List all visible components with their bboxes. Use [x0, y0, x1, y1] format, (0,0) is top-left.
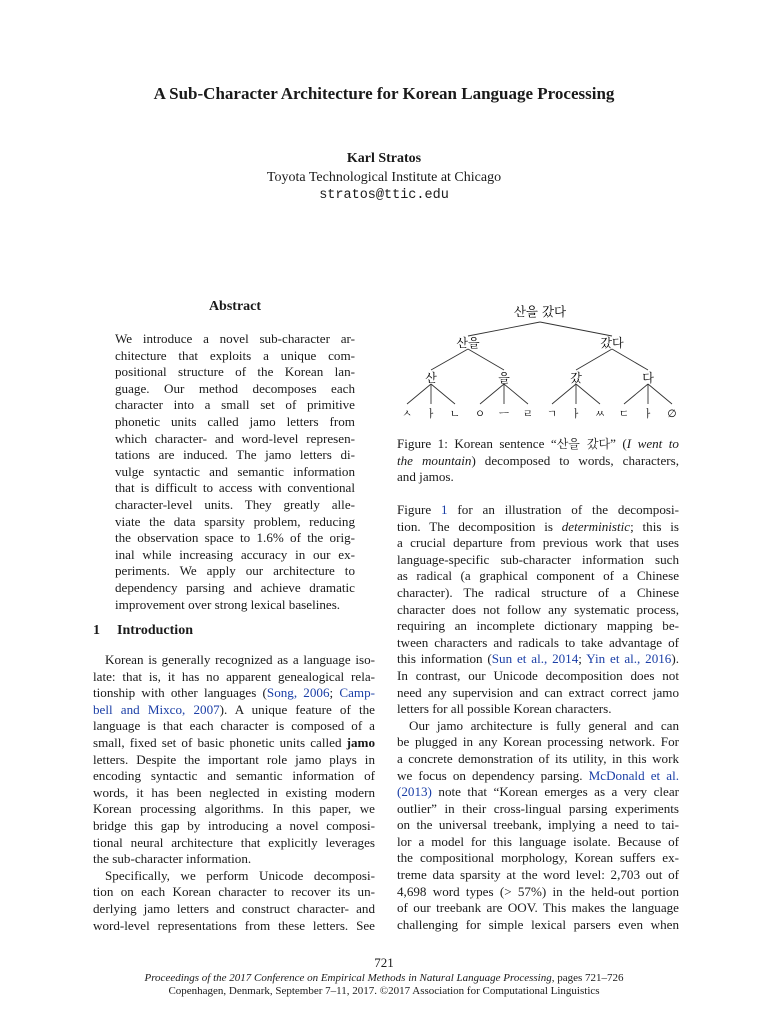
tree-jamo-leaf: ㅆ [594, 408, 606, 420]
text-line: tween characters and radicals to take advantage of [397, 634, 679, 650]
text-line: be plugged in any Korean processing network. For [397, 734, 679, 750]
abstract-line: the observation space to 1.6% of the orig- [115, 530, 355, 546]
text-line: tion. The decomposition is deterministic; this is [397, 518, 679, 534]
text-line: derlying jamo letters and construct character- and [93, 900, 375, 916]
citation-link[interactable]: Camp- [339, 685, 375, 701]
right-column-text [397, 502, 679, 933]
citation-link[interactable]: Sun et al., 2014 [491, 651, 579, 667]
text-line: the mountain) decomposed to words, characters, [397, 452, 679, 468]
abstract-line: character-level units. They greatly alle- [115, 496, 355, 512]
text-line: need any supervision and can extract correct jamo [397, 684, 679, 700]
text-line: and jamos. [397, 469, 454, 485]
abstract-line: character into a small set of primitive [115, 397, 355, 413]
text-line: Figure 1 for an illustration of the decomposi- [397, 502, 679, 517]
figure-decomposition-tree [397, 296, 687, 424]
text-line: of our treebank are OOV. This makes the language [397, 900, 679, 916]
section-number: 1 [93, 623, 100, 638]
tree-word-node: 산을 [456, 336, 480, 350]
abstract-line: periments. We apply our architecture to [115, 563, 355, 579]
text-line: In contrast, our Unicode decomposition does not [397, 667, 679, 683]
text-line: language-specific sub-character information such [397, 551, 679, 567]
section-heading-introduction [93, 623, 193, 639]
abstract-line: that is difficult to access with conventional [115, 480, 355, 496]
text-line: tionship with other languages (Song, 2006; Camp- [93, 685, 375, 701]
text-line: tion on each Korean character to recover its un- [93, 884, 375, 900]
abstract-line: guage. Our method decomposes each [115, 380, 355, 396]
footer-copyright: Copenhagen, Denmark, September 7–11, 2017. ©2017 Association for Computational Linguistics [168, 985, 600, 997]
page-number: 721 [374, 955, 394, 970]
tree-root-label: 산을 갔다 [513, 304, 567, 319]
text-line: 4,698 word types (> 57%) in the held-out portion [397, 883, 679, 899]
citation-link[interactable]: bell and Mixco, 2007 [93, 701, 220, 717]
tree-edges [407, 322, 672, 404]
section-title: Introduction [117, 623, 193, 638]
tree-jamo-leaf: ㅇ [474, 408, 486, 420]
figure-ref-link[interactable]: 1 [441, 502, 448, 517]
text-line: bell and Mixco, 2007). A unique feature of the [93, 701, 375, 717]
text-line: lor a model for this language isolate. Because of [397, 833, 679, 849]
text-line: Our jamo architecture is fully general and can [409, 717, 679, 733]
abstract-line: vulge syntactic and semantic information [115, 463, 355, 479]
text-line: language is that each character is composed of a [93, 718, 375, 734]
paper-title: A Sub-Character Architecture for Korean Language Processing [153, 84, 615, 103]
text-line: Korean processing algorithms. In this paper, we [93, 801, 375, 817]
tree-char-node: 갔 [570, 371, 582, 385]
tree-char-node: 다 [642, 371, 654, 385]
text-line: challenging for simple lexical parsers even when [397, 916, 679, 932]
text-line: character does not follow any systematic process, [397, 601, 679, 617]
author-name: Karl Stratos [346, 151, 422, 166]
tree-jamo-leaf: ㅅ [401, 408, 413, 420]
tree-jamo-leaf: ㅏ [642, 408, 654, 420]
citation-link[interactable]: (2013) [397, 784, 432, 800]
text-line: a concrete demonstration of its utility, in this work [397, 750, 679, 766]
text-line: requiring an incomplete dictionary mapping be- [397, 618, 679, 634]
text-line: the sub-character information. [93, 851, 252, 867]
text-line: tional neural architecture that explicitly leverages [93, 834, 375, 850]
bold-term: jamo [346, 734, 375, 750]
abstract-body [115, 331, 355, 613]
citation-link[interactable]: McDonald et al. [588, 767, 679, 783]
text-line: small, fixed set of basic phonetic units called jamo [93, 734, 375, 750]
tree-jamo-leaf: ㄷ [618, 408, 630, 420]
tree-char-node: 산 [425, 371, 437, 385]
tree-jamo-leaf: ㅏ [425, 408, 437, 420]
abstract-line: phonetic units called jamo letters from [115, 413, 355, 429]
text-line: encoding syntactic and semantic information of [93, 768, 375, 784]
tree-word-node: 갔다 [600, 336, 624, 350]
tree-char-node: 을 [498, 371, 510, 385]
text-line: outlier” in their cross-lingual parsing experiments [397, 800, 679, 816]
text-line: the compositional morphology, Korean suffers ex- [397, 850, 679, 866]
tree-jamo-leaf: ㄹ [522, 408, 534, 420]
text-line: this information (Sun et al., 2014; Yin et al., 2016). [397, 651, 679, 667]
abstract-line: chitecture that exploits a unique com- [115, 347, 355, 363]
text-line: Korean is generally recognized as a language iso- [105, 652, 375, 667]
citation-link[interactable]: Yin et al., 2016 [586, 651, 672, 667]
abstract-line: inal while increasing accuracy in our ex- [115, 546, 355, 562]
footer-proceedings: Proceedings of the 2017 Conference on Empirical Methods in Natural Language Processing, pages 721–726 [144, 972, 624, 984]
tree-jamo-leaf: ㅡ [498, 408, 510, 420]
abstract-line: We introduce a novel sub-character ar- [115, 331, 355, 346]
text-line: late: that is, it has no apparent genealogical rela- [93, 668, 375, 684]
abstract-line: which character- and word-level represen- [115, 430, 355, 446]
text-line: bridge this gap by introducing a novel composi- [93, 817, 375, 833]
text-line: a crucial departure from previous work that uses [397, 535, 679, 551]
author-affiliation: Toyota Technological Institute at Chicago [266, 170, 502, 185]
text-line: (2013) note that “Korean emerges as a very clear [397, 784, 679, 800]
introduction-text [93, 652, 375, 934]
abstract-line: viate the data sparsity problem, reducing [115, 513, 355, 529]
text-line: Figure 1: Korean sentence “산을 갔다” (I went to [397, 436, 679, 451]
abstract-line: positional structure of the Korean lan- [115, 364, 355, 380]
text-line: treme data sparsity at the word level: 2,703 out of [397, 867, 679, 883]
text-line: letters for all possible Korean characters. [397, 701, 612, 717]
tree-jamo-leaf: ㅏ [570, 408, 582, 420]
text-line: character). The radical structure of a Chinese [397, 584, 679, 600]
abstract-heading: Abstract [208, 299, 262, 314]
text-line: letters. Despite the important role jamo plays in [93, 751, 375, 767]
text-line: words, it has been neglected in existing modern [93, 784, 375, 800]
tree-jamo-leaf: ∅ [667, 408, 677, 420]
text-line: as radical (a graphical component of a Chinese [397, 568, 679, 584]
tree-jamo-leaf: ㄱ [546, 408, 558, 420]
text-line: on the universal treebank, implying a need to tai- [397, 817, 679, 833]
text-line: we focus on dependency parsing. McDonald et al. [397, 767, 679, 783]
text-line: Specifically, we perform Unicode decomposi- [105, 867, 375, 883]
figure-caption [397, 436, 679, 486]
text-line: word-level representations from these letters. See [93, 917, 375, 933]
abstract-line: dependency parsing and achieve dramatic [115, 579, 355, 595]
abstract-line: tations are induced. The jamo letters di- [115, 447, 355, 463]
tree-jamo-leaf: ㄴ [449, 408, 461, 420]
author-email[interactable]: stratos@ttic.edu [319, 188, 449, 203]
citation-link[interactable]: Song, 2006 [266, 685, 330, 701]
abstract-line: improvement over strong lexical baselines. [115, 596, 341, 612]
